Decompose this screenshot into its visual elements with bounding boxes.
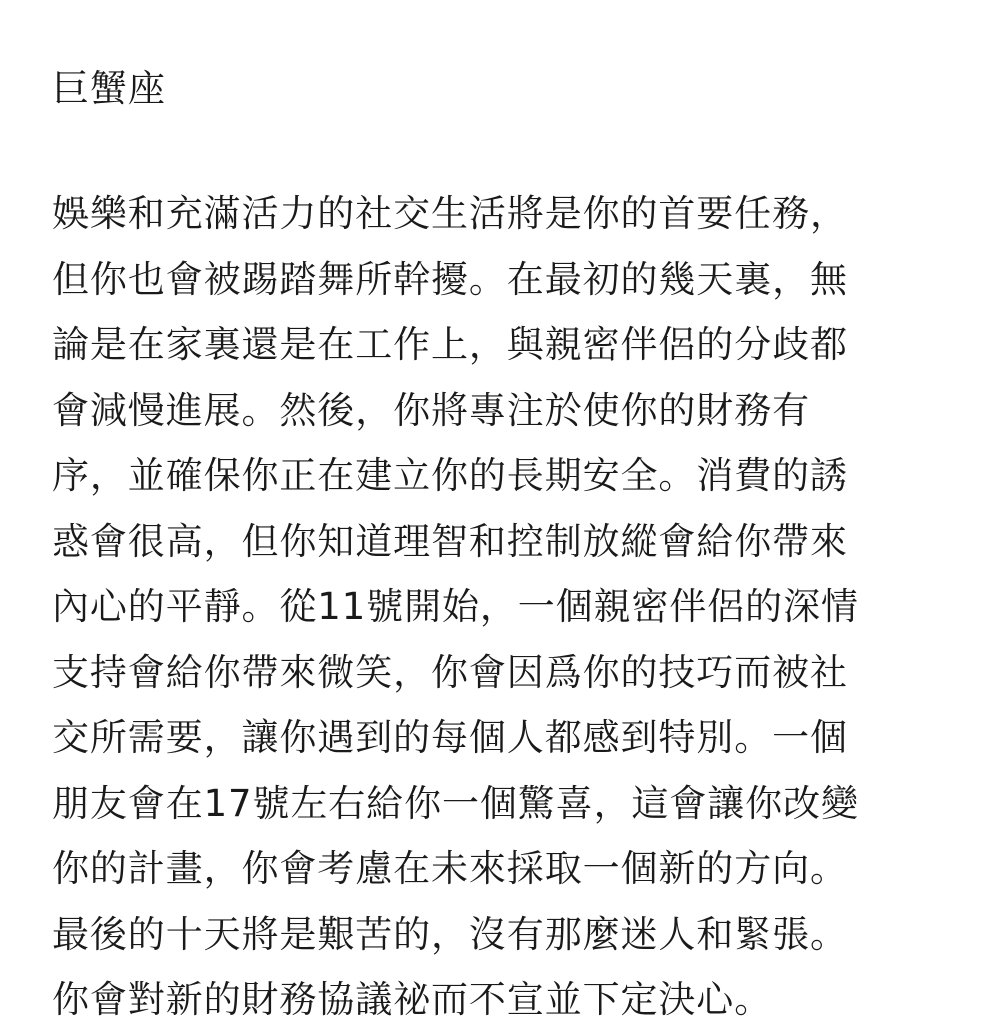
text-line: 惑會很高，但你知道理智和控制放縱會給你帶來 — [52, 519, 848, 563]
page-title: 巨蟹座 — [52, 67, 166, 110]
text-line: 會減慢進展。然後，你將專注於使你的財務有 — [52, 388, 810, 432]
text-line: 你的計畫，你會考慮在未來採取一個新的方向。 — [52, 847, 848, 890]
text-line: 交所需要，讓你遇到的每個人都感到特別。一個 — [52, 716, 848, 759]
horoscope-article — [52, 62, 942, 1033]
text-line: 支持會給你帶來微笑，你會因爲你的技巧而被社 — [52, 650, 848, 694]
text-line: 最後的十天將是艱苦的，沒有那麼迷人和緊張。 — [52, 912, 848, 956]
text-line: 但你也會被踢踏舞所幹擾。在最初的幾天裏，無 — [52, 257, 848, 301]
text-line: 序，並確保你正在建立你的長期安全。消費的誘 — [52, 454, 848, 497]
text-line: 內心的平靜。從11號開始，一個親密伴侶的深情 — [52, 585, 859, 628]
article-body — [52, 181, 942, 1033]
text-line: 論是在家裏還是在工作上，與親密伴侶的分歧都 — [52, 323, 848, 366]
text-line: 朋友會在17號左右給你一個驚喜，這會讓你改變 — [52, 781, 859, 825]
text-line: 娛樂和充滿活力的社交生活將是你的首要任務， — [52, 192, 848, 235]
text-line: 你會對新的財務協議祕而不宣並下定決心。 — [52, 978, 773, 1021]
